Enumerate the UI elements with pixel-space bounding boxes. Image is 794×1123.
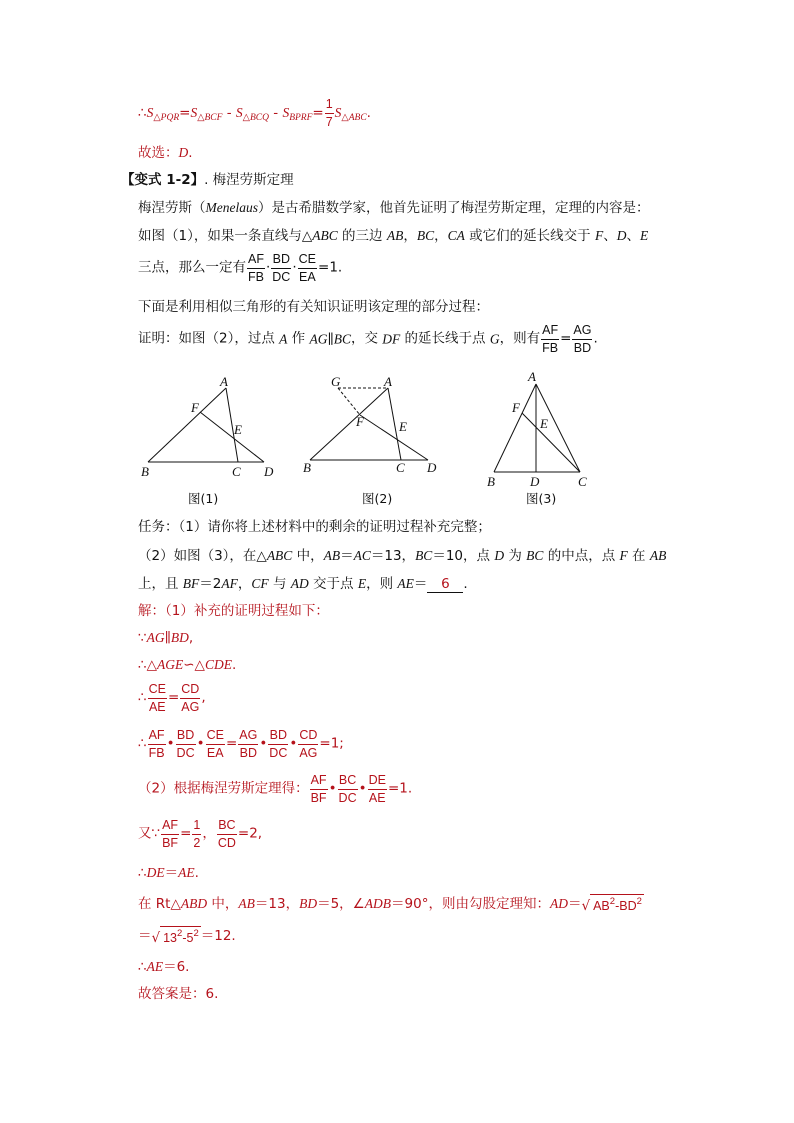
- geometry-figures: [0, 0, 794, 520]
- solution-line-5: ∴ $\frac{AF}{FB}$ • $\frac{BD}{DC}$ • $\frac{CE}{EA}$ = $\frac{AG}{BD}$ • $\frac{BD}{DC}$ • $\frac{CD}{AG}$ =1;: [138, 728, 344, 760]
- fig2-label-c: C: [396, 460, 405, 475]
- solution-line-11: ∴AE＝6.: [138, 959, 190, 975]
- fig3-label-e: E: [540, 416, 548, 431]
- fig2-caption: 图(2): [362, 491, 393, 506]
- variant-heading: 【变式 1-2】. 梅涅劳斯定理: [121, 172, 294, 188]
- task-line-3: 上，且 BF＝2AF，CF 与 AD 交于点 E，则 AE＝ 6 .: [138, 576, 468, 592]
- intro-line-1: 梅涅劳斯（Menelaus）是古希腊数学家，他首先证明了梅涅劳斯定理，定理的内容是：: [138, 200, 650, 216]
- choice-answer: 故选：D.: [138, 145, 193, 161]
- figure-1: [148, 388, 264, 462]
- task-line-2: （2）如图（3），在△ABC 中，AB＝AC＝13，BC＝10，点 D 为 BC 的中点，点 F 在 AB: [138, 548, 667, 564]
- fig3-caption: 图(3): [526, 491, 557, 506]
- fig2-label-g: G: [331, 374, 341, 389]
- solution-line-7: 又∵ $\frac{AF}{BF}$ = $\frac{1}{2}$ ， $\frac{BC}{CD}$ =2,: [138, 818, 263, 850]
- one-seventh-fraction: $\frac{1}{7}$: [325, 97, 333, 129]
- figure-3: [494, 384, 580, 472]
- fig1-label-d: D: [264, 464, 274, 479]
- proof-intro: 下面是利用相似三角形的有关知识证明该定理的部分过程：: [138, 299, 489, 315]
- solution-line-12: 故答案是：6.: [138, 986, 219, 1002]
- proof-first-line: 证明：如图（2），过点 A 作 AG∥BC，交 DF 的延长线于点 G，则有 $\frac{AF}{FB}$ = $\frac{AG}{BD}$ .: [138, 323, 598, 355]
- fig2-label-f: F: [356, 414, 364, 429]
- fig3-label-c: C: [578, 474, 587, 489]
- fig1-caption: 图(1): [188, 491, 219, 506]
- solution-line-9: 在 Rt△ABD 中，AB＝13，BD＝5，∠ADB＝90°，则由勾股定理知：AD＝√ $AB^2-BD^2$: [138, 895, 642, 914]
- intro-line-3: 三点，那么一定有 $\frac{AF}{FB}$ · $\frac{BD}{DC}$ · $\frac{CE}{EA}$ =1.: [138, 252, 343, 284]
- fig1-label-a: A: [220, 374, 228, 389]
- fig1-label-b: B: [141, 464, 149, 479]
- fig2-label-d: D: [427, 460, 437, 475]
- task-line-1: 任务：（1）请你将上述材料中的剩余的证明过程补充完整；: [138, 519, 491, 535]
- sqrt-13-5: √ $13^2-5^2$: [151, 928, 199, 946]
- fig2-label-a: A: [384, 374, 392, 389]
- fig2-label-e: E: [399, 419, 407, 434]
- solution-line-1: 解：（1）补充的证明过程如下：: [138, 603, 329, 619]
- solution-line-8: ∴DE＝AE.: [138, 865, 199, 881]
- solution-line-2: ∵AG∥BD,: [138, 630, 194, 646]
- solution-line-6: （2）根据梅涅劳斯定理得： $\frac{AF}{BF}$ • $\frac{BC}{DC}$ • $\frac{DE}{AE}$ =1.: [138, 773, 413, 805]
- intro-line-2: 如图（1），如果一条直线与△ABC 的三边 AB，BC，CA 或它们的延长线交于 F、D、E: [138, 228, 649, 244]
- fig1-label-e: E: [234, 422, 242, 437]
- solution-line-3: ∴△AGE∽△CDE.: [138, 657, 237, 673]
- fig1-label-c: C: [232, 464, 241, 479]
- fig3-label-a: A: [528, 369, 536, 384]
- fig3-label-d: D: [530, 474, 540, 489]
- solution-line-4: ∴ $\frac{CE}{AE}$ = $\frac{CD}{AG}$ ,: [138, 682, 206, 714]
- area-conclusion-line: $\therefore S_{\triangle PQR}=S_{\triangle BCF} - S_{\triangle BCQ} - S_{BPRF}=$ $\frac{1}{7}$ $S_{\triangle ABC}$.: [138, 97, 371, 129]
- fig2-label-b: B: [303, 460, 311, 475]
- fig3-label-f: F: [512, 400, 520, 415]
- fig3-label-b: B: [487, 474, 495, 489]
- solution-line-10: ＝√ $13^2-5^2 =12$.: [138, 927, 236, 946]
- sqrt-ab-bd: √ $AB^2-BD^2$: [581, 896, 642, 914]
- answer-blank: 6: [427, 578, 463, 593]
- fig1-label-f: F: [191, 400, 199, 415]
- figure-2: [310, 388, 428, 460]
